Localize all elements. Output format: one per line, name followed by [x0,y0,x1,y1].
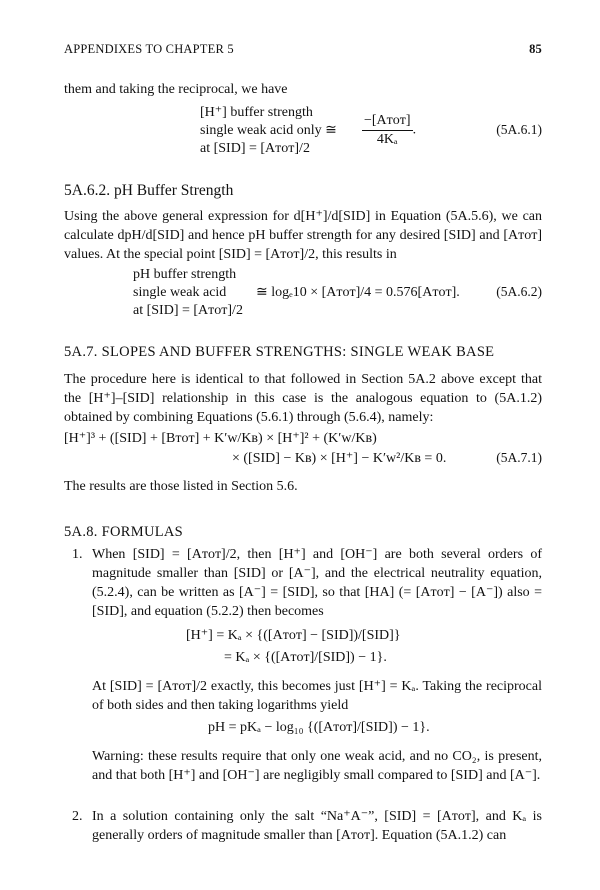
eq-5a61-line3: at [SID] = [Aᴛᴏᴛ]/2 [200,141,310,156]
eq-5a62-line3: at [SID] = [Aᴛᴏᴛ]/2 [133,303,243,318]
eq-5a62-number: (5A.6.2) [496,284,542,299]
eq-5a61-number: (5A.6.1) [496,122,542,137]
item1-warning: Warning: these results require that only one weak acid, and no CO₂, is present, and that both [H⁺] and [OH⁻] are negligibly small compared to [SID] and [A⁻]. [92,749,542,783]
list-item-2-text: In a solution containing only the salt “Na⁺A⁻”, [SID] = [Aᴛᴏᴛ], and Kₐ is generally orders of magnitude smaller than [Aᴛᴏᴛ]. Equation (5A.1.2) can [92,809,542,843]
item1-eq3: pH = pKₐ − log₁₀ {([Aᴛᴏᴛ]/[SID]) − 1}. [208,720,430,735]
list-item-1-text: When [SID] = [Aᴛᴏᴛ]/2, then [H⁺] and [OH⁻] are both several orders of magnitude smaller than [SID] or [A⁻], and the electrical neutrality equation, (5.2.4), can be written as [A⁻] = [SID], so that [HA] (= [Aᴛᴏᴛ] − [A⁻]) also = [SID], and equation (5.2.2) then becomes [92,547,542,619]
heading-5a8: 5A.8. FORMULAS [64,524,184,540]
eq-5a71-number: (5A.7.1) [496,450,542,465]
heading-5a7: 5A.7. SLOPES AND BUFFER STRENGTHS: SINGLE WEAK BASE [64,344,495,360]
eq-5a61-line1: [H⁺] buffer strength [200,105,313,120]
eq-5a62-line1: pH buffer strength [133,267,237,282]
eq-5a61-period: . [412,122,417,138]
eq-5a62-rhs: ≅ logₑ10 × [Aᴛᴏᴛ]/4 = 0.576[Aᴛᴏᴛ]. [256,285,460,300]
list-item-1-number: 1. [72,547,83,562]
eq-5a61-numerator: −[Aᴛᴏᴛ] [362,112,413,131]
intro-text: them and taking the reciprocal, we have [64,82,288,97]
list-item-1 [72,545,542,621]
eq-5a61-line2: single weak acid only ≅ [200,123,337,138]
eq-5a62-line2: single weak acid [133,285,227,300]
para-5a7: The procedure here is identical to that followed in Section 5A.2 above except that the [H⁺]–[SID] relationship in this case is the analogous equation to (5A.1.2) obtained by combining Equations (5.6.1) through (5.6.4), namely: [64,372,542,425]
running-header [64,42,542,57]
list-item-2-number: 2. [72,809,83,824]
item1-para2: At [SID] = [Aᴛᴏᴛ]/2 exactly, this becomes just [H⁺] = Kₐ. Taking the reciprocal of both sides and then taking logarithms yield [92,679,542,713]
eq-5a62-conditions [133,266,243,320]
eq-5a71-line1: [H⁺]³ + ([SID] + [Bᴛᴏᴛ] + K′w/Kʙ) × [H⁺]² + (K′w/Kʙ) [64,431,377,446]
list-item-2 [72,807,542,845]
page-number: 85 [529,42,542,56]
header-title: APPENDIXES TO CHAPTER 5 [64,42,234,56]
item1-eq2: = Kₐ × {([Aᴛᴏᴛ]/[SID]) − 1}. [224,650,387,665]
para-5a62: Using the above general expression for d[H⁺]/d[SID] in Equation (5A.5.6), we can calculate dpH/d[SID] and hence pH buffer strength for any desired [SID] and [Aᴛᴏᴛ] values. At the special point [SID] = [Aᴛᴏᴛ]/2, this results in [64,209,542,262]
eq-5a61-denominator: 4Kₐ [376,132,398,147]
result-text: The results are those listed in Section 5.6. [64,479,298,494]
eq-5a61-fraction [362,112,416,149]
item1-eq1: [H⁺] = Kₐ × {([Aᴛᴏᴛ] − [SID])/[SID]} [186,628,401,643]
eq-5a61-conditions [200,104,340,158]
eq-5a71-line2: × ([SID] − Kʙ) × [H⁺] − K′w²/Kʙ = 0. [232,451,447,466]
heading-5a62: 5A.6.2. pH Buffer Strength [64,182,234,199]
